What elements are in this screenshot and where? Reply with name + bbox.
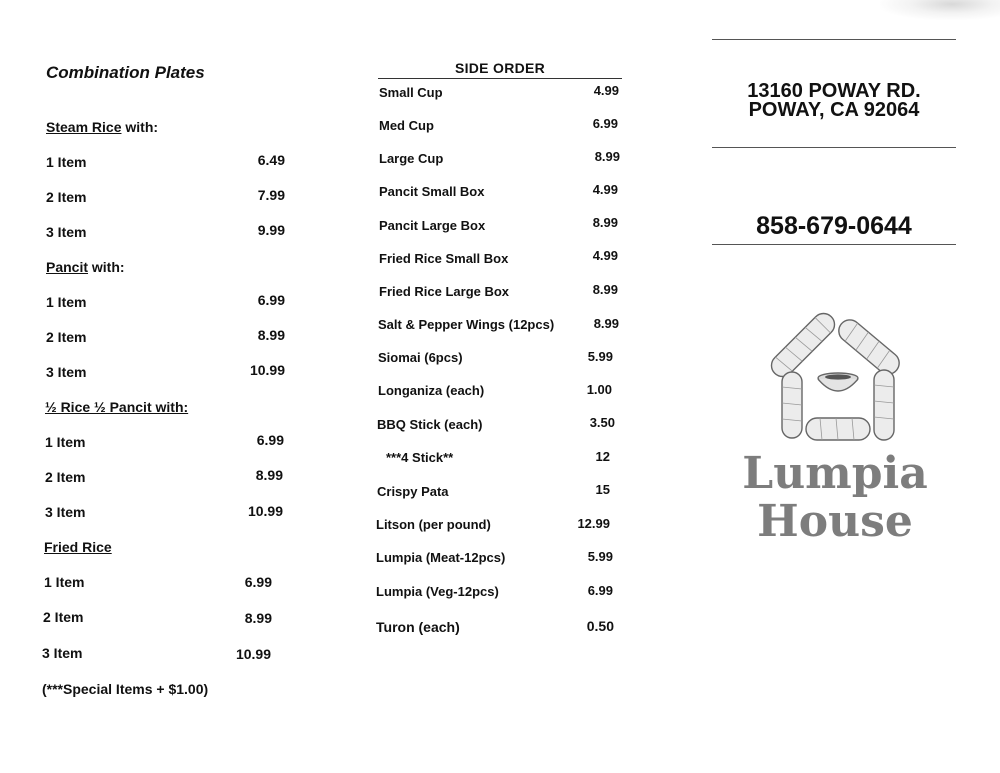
combination-plates-title: Combination Plates xyxy=(46,63,205,82)
combo-item-name: 1 Item xyxy=(46,154,87,170)
section-label: Steam Rice xyxy=(46,119,122,135)
side-item-name: Large Cup xyxy=(379,151,444,166)
combo-item-price: 10.99 xyxy=(249,362,285,378)
side-item-name: Fried Rice Large Box xyxy=(379,284,510,299)
side-item-price: 0.50 xyxy=(586,618,614,634)
side-item-price: 4.99 xyxy=(592,248,618,263)
side-item-price: 1.00 xyxy=(586,382,612,397)
side-item-price: 15 xyxy=(595,482,610,497)
combo-item-price: 7.99 xyxy=(257,187,285,203)
section-heading-pancit xyxy=(46,259,125,275)
top-divider xyxy=(712,39,956,40)
combo-item-name: 3 Item xyxy=(46,224,87,240)
paper-smudge xyxy=(880,0,1000,20)
side-item-name: Fried Rice Small Box xyxy=(379,251,509,266)
special-items-note: (***Special Items + $1.00) xyxy=(42,681,209,697)
side-item-price: 8.99 xyxy=(592,215,618,230)
combo-item-price: 8.99 xyxy=(257,327,285,343)
side-item-price: 6.99 xyxy=(587,583,613,598)
side-item-price: 12.99 xyxy=(577,516,610,531)
side-item-price: 8.99 xyxy=(592,282,618,297)
side-item-name: Pancit Large Box xyxy=(379,218,486,233)
side-item-name: Crispy Pata xyxy=(377,484,449,499)
combo-item-name: 3 Item xyxy=(45,504,86,520)
side-item-price: 6.99 xyxy=(592,116,618,131)
side-item-name: Litson (per pound) xyxy=(376,517,491,532)
combo-item-name: 2 Item xyxy=(45,469,86,485)
combo-item-price: 9.99 xyxy=(257,222,285,238)
combo-item-price: 6.99 xyxy=(257,292,285,308)
combo-item-price: 10.99 xyxy=(235,646,271,662)
brand-name-line-2: House xyxy=(757,496,913,547)
combo-item-name: 1 Item xyxy=(46,294,87,310)
brand-name-line-1: Lumpia xyxy=(742,448,928,499)
combo-item-name: 2 Item xyxy=(46,189,87,205)
section-heading-steam-rice xyxy=(46,119,158,135)
side-order-divider xyxy=(378,78,622,79)
side-item-name: Turon (each) xyxy=(376,619,460,635)
combo-item-name: 1 Item xyxy=(44,574,85,590)
lumpia-house-logo-icon xyxy=(768,305,908,445)
side-item-price: 8.99 xyxy=(593,316,619,331)
side-item-name: ***4 Stick** xyxy=(386,450,454,465)
combo-item-name: 2 Item xyxy=(43,609,84,625)
side-item-price: 12 xyxy=(595,449,610,464)
combo-item-price: 8.99 xyxy=(255,467,283,483)
section-suffix: with: xyxy=(121,119,159,135)
side-item-name: Salt & Pepper Wings (12pcs) xyxy=(378,317,555,332)
side-item-name: Siomai (6pcs) xyxy=(378,350,463,365)
side-item-name: Med Cup xyxy=(379,118,434,133)
side-item-name: Lumpia (Meat-12pcs) xyxy=(376,550,506,565)
side-item-price: 3.50 xyxy=(589,415,615,430)
side-item-price: 4.99 xyxy=(592,182,618,197)
combo-item-name: 3 Item xyxy=(42,645,83,661)
section-suffix: with: xyxy=(88,259,125,275)
side-item-name: Pancit Small Box xyxy=(379,184,485,199)
side-item-price: 5.99 xyxy=(587,349,613,364)
combo-item-price: 8.99 xyxy=(244,610,272,626)
section-label: ½ Rice ½ Pancit with: xyxy=(45,399,189,415)
phone-divider xyxy=(712,244,956,245)
section-label: Fried Rice xyxy=(44,539,112,555)
combo-item-price: 10.99 xyxy=(247,503,283,519)
combo-item-price: 6.99 xyxy=(256,432,284,448)
side-order-title: SIDE ORDER xyxy=(454,60,546,76)
side-item-name: Small Cup xyxy=(379,85,443,100)
section-heading-fried-rice xyxy=(44,539,112,555)
side-item-price: 8.99 xyxy=(594,149,620,164)
section-label: Pancit xyxy=(46,259,89,275)
phone-number: 858-679-0644 xyxy=(756,212,912,240)
combo-item-name: 3 Item xyxy=(46,364,87,380)
combo-item-price: 6.49 xyxy=(257,152,285,168)
side-item-name: Lumpia (Veg-12pcs) xyxy=(376,584,499,599)
combo-item-price: 6.99 xyxy=(244,574,272,590)
side-item-price: 5.99 xyxy=(587,549,613,564)
combo-item-name: 1 Item xyxy=(45,434,86,450)
address-line-2: POWAY, CA 92064 xyxy=(748,99,920,121)
side-item-price: 4.99 xyxy=(593,83,619,98)
section-heading-half-rice-half-pancit xyxy=(45,399,188,415)
address-line-1: 13160 POWAY RD. xyxy=(747,80,921,102)
side-item-name: BBQ Stick (each) xyxy=(377,417,483,432)
address-divider xyxy=(712,147,956,148)
combo-item-name: 2 Item xyxy=(46,329,87,345)
side-item-name: Longaniza (each) xyxy=(378,383,485,398)
